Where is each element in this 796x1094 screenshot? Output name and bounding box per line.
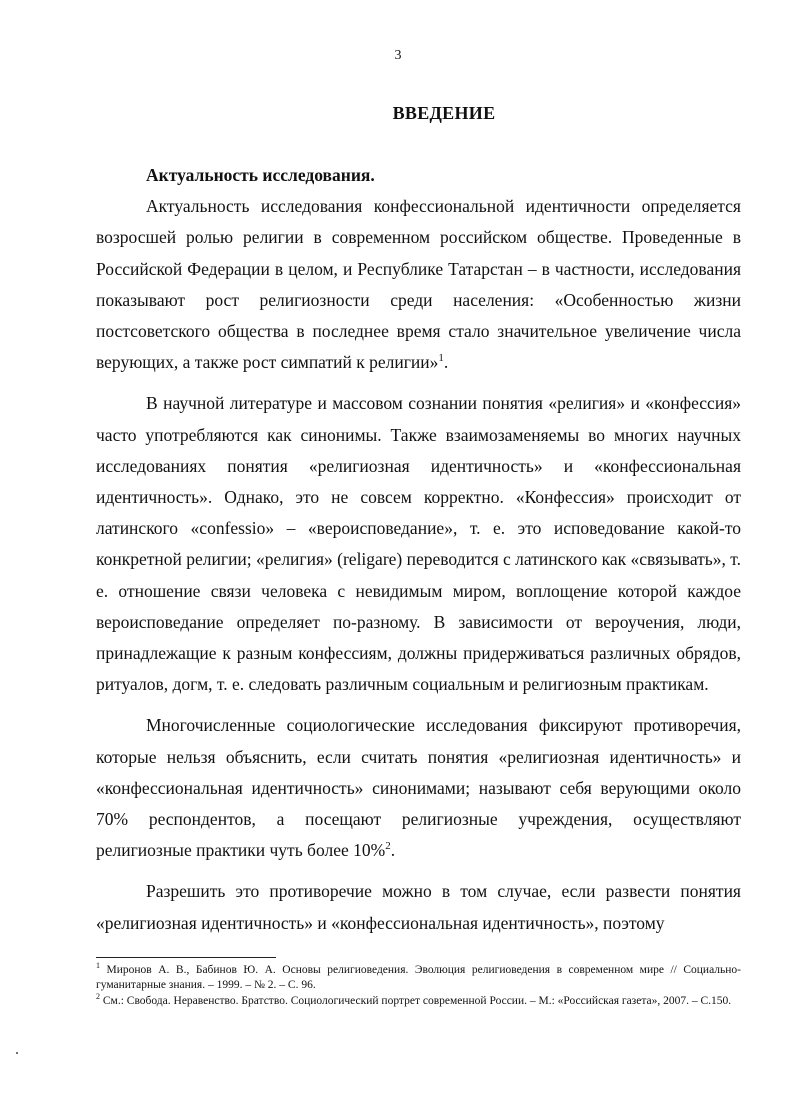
body-text (96, 160, 741, 939)
footnote-text: Миронов А. В., Бабинов Ю. А. Основы религиоведения. Эволюция религиоведения в современном мире // Социально-гуманитарные знания. – 1999. – № 2. – С. 96. (96, 964, 742, 991)
paragraph-2 (96, 388, 741, 700)
footnote-ref-2[interactable]: 2 (385, 840, 391, 853)
scan-artifact (16, 1052, 18, 1054)
footnote-text: См.: Свобода. Неравенство. Братство. Социологический портрет современной России. – М.: «Российская газета», 2007. – С.150. (102, 995, 732, 1007)
footnote-mark: 1 (96, 961, 100, 971)
footnote-divider (96, 957, 276, 958)
paragraph-tail: . (443, 352, 449, 373)
paragraph-tail: . (390, 840, 396, 861)
footnote-mark: 2 (96, 992, 100, 1002)
paragraph-text: Разрешить это противоречие можно в том случае, если развести понятия «религиозная идентичность» и «конфессиональная идентичность», поэтому (96, 881, 741, 933)
page-title: ВВЕДЕНИЕ (392, 103, 496, 123)
footnote-1 (96, 963, 741, 992)
footnote-ref-1[interactable]: 1 (438, 352, 444, 365)
paragraph-3 (96, 710, 741, 866)
footnotes (96, 963, 741, 1011)
paragraph-text: Многочисленные социологические исследования фиксируют противоречия, которые нельзя объяснить, если считать понятия «религиозная идентичность» и «конфессиональная идентичность» синонимами; называют себя верующими около 70% респондентов, а посещают религиозные учреждения, осуществляют религиозные практики чуть более 10% (96, 715, 741, 861)
paragraph-text: В научной литературе и массовом сознании понятия «религия» и «конфессия» часто употребляются как синонимы. Также взаимозаменяемы во многих научных исследованиях понятия «религиозная идентичность» и «конфессиональная идентичность». Однако, это не совсем корректно. «Конфессия» происходит от латинского «confessio» – «вероисповедание», т. е. это исповедование какой-то конкретной религии; «религия» (religare) переводится с латинского как «связывать», т. е. отношение связи человека с невидимым миром, воплощение которой каждое вероисповедание определяет по-разному. В зависимости от вероучения, люди, принадлежащие к разным конфессиям, должны придерживаться различных обрядов, ритуалов, догм, т. е. следовать различным социальным и религиозным практикам. (96, 393, 741, 695)
section-heading: Актуальность исследования. (146, 165, 375, 185)
paragraph-text: Актуальность исследования конфессиональной идентичности определяется возросшей ролью религии в современном российском обществе. Проведенные в Российской Федерации в целом, и Республике Татарстан – в частности, исследования показывают рост религиозности среди населения: «Особенностью жизни постсоветского общества в последнее время стало значительное увеличение числа верующих, а также рост симпатий к религии» (96, 196, 741, 373)
page-number: 3 (394, 48, 402, 63)
footnote-2 (96, 994, 741, 1009)
paragraph-4 (96, 876, 741, 938)
paragraph-1 (96, 191, 741, 378)
